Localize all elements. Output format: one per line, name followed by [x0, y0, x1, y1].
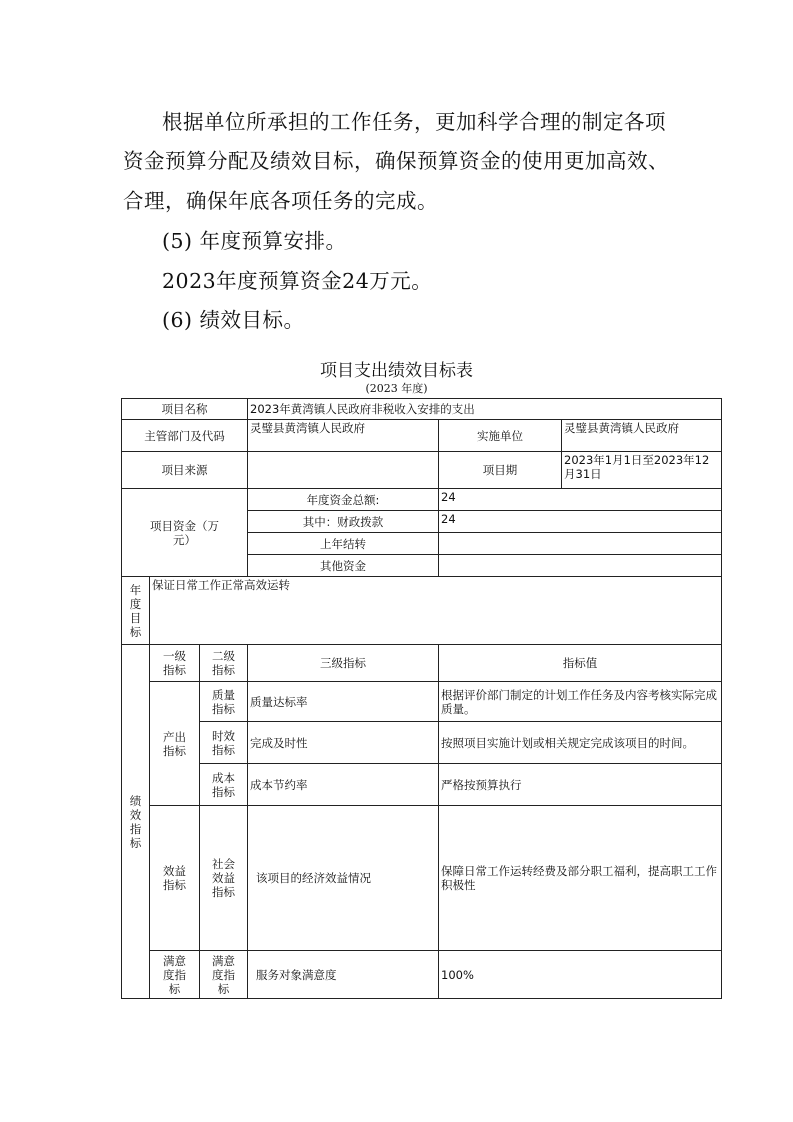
benefit-label: 效益指标: [150, 806, 200, 951]
period-label: 项目期: [439, 452, 562, 489]
source-value: [248, 452, 439, 489]
row-satisfaction-l3: 服务对象满意度: [248, 951, 439, 999]
row-cost-value: 严格按预算执行: [439, 764, 722, 806]
row-timeliness-l2: 时效指标: [200, 722, 248, 764]
row-social-l2: 社会效益指标: [200, 806, 248, 951]
funds-other-label: 其他资金: [248, 555, 439, 577]
project-name-label: 项目名称: [122, 399, 248, 420]
row-social-value: 保障日常工作运转经费及部分职工福利，提高职工工作积极性: [439, 806, 722, 951]
table-subtitle: (2023 年度): [365, 382, 428, 395]
satisfaction-label: 满意度指标: [150, 951, 200, 999]
row-quality-l3: 质量达标率: [248, 682, 439, 722]
col-l3-header: 三级指标: [248, 645, 439, 682]
funds-label: 项目资金（万元）: [122, 489, 248, 577]
period-value: 2023年1月1日至2023年12月31日: [562, 452, 722, 489]
dept-label: 主管部门及代码: [122, 420, 248, 452]
source-label: 项目来源: [122, 452, 248, 489]
paragraph-4: (5) 年度预算安排。: [162, 229, 347, 253]
table-title: 项目支出绩效目标表: [320, 361, 473, 381]
funds-other-value: [439, 555, 722, 577]
col-l1-header: 一级指标: [150, 645, 200, 682]
paragraph-6: (6) 绩效目标。: [162, 308, 305, 332]
row-cost-l3: 成本节约率: [248, 764, 439, 806]
row-timeliness-l3: 完成及时性: [248, 722, 439, 764]
annual-goal-value: 保证日常工作正常高效运转: [150, 577, 722, 645]
row-quality-value: 根据评价部门制定的计划工作任务及内容考核实际完成质量。: [439, 682, 722, 722]
paragraph-1: 根据单位所承担的工作任务，更加科学合理的制定各项: [162, 110, 666, 134]
annual-goal-label: 年度目标: [122, 577, 150, 645]
row-satisfaction-l2: 满意度指标: [200, 951, 248, 999]
funds-fiscal-value: 24: [439, 511, 722, 533]
perf-label: 绩效指标: [122, 645, 150, 999]
col-l2-header: 二级指标: [200, 645, 248, 682]
row-satisfaction-value: 100%: [439, 951, 722, 999]
funds-total-label: 年度资金总额:: [248, 489, 439, 511]
col-value-header: 指标值: [439, 645, 722, 682]
row-cost-l2: 成本指标: [200, 764, 248, 806]
impl-label: 实施单位: [439, 420, 562, 452]
project-name-value: 2023年黄湾镇人民政府非税收入安排的支出: [248, 399, 722, 420]
row-quality-l2: 质量指标: [200, 682, 248, 722]
paragraph-2: 资金预算分配及绩效目标，确保预算资金的使用更加高效、: [123, 149, 669, 173]
performance-goal-table: [121, 398, 722, 999]
impl-value: 灵璧县黄湾镇人民政府: [562, 420, 722, 452]
row-timeliness-value: 按照项目实施计划或相关规定完成该项目的时间。: [439, 722, 722, 764]
funds-carryover-value: [439, 533, 722, 555]
output-label: 产出指标: [150, 682, 200, 806]
paragraph-5: 2023年度预算资金24万元。: [162, 269, 433, 293]
funds-total-value: 24: [439, 489, 722, 511]
funds-fiscal-label: 其中：财政拨款: [248, 511, 439, 533]
dept-value: 灵璧县黄湾镇人民政府: [248, 420, 439, 452]
paragraph-3: 合理，确保年底各项任务的完成。: [123, 189, 438, 213]
row-social-l3: 该项目的经济效益情况: [248, 806, 439, 951]
funds-carryover-label: 上年结转: [248, 533, 439, 555]
